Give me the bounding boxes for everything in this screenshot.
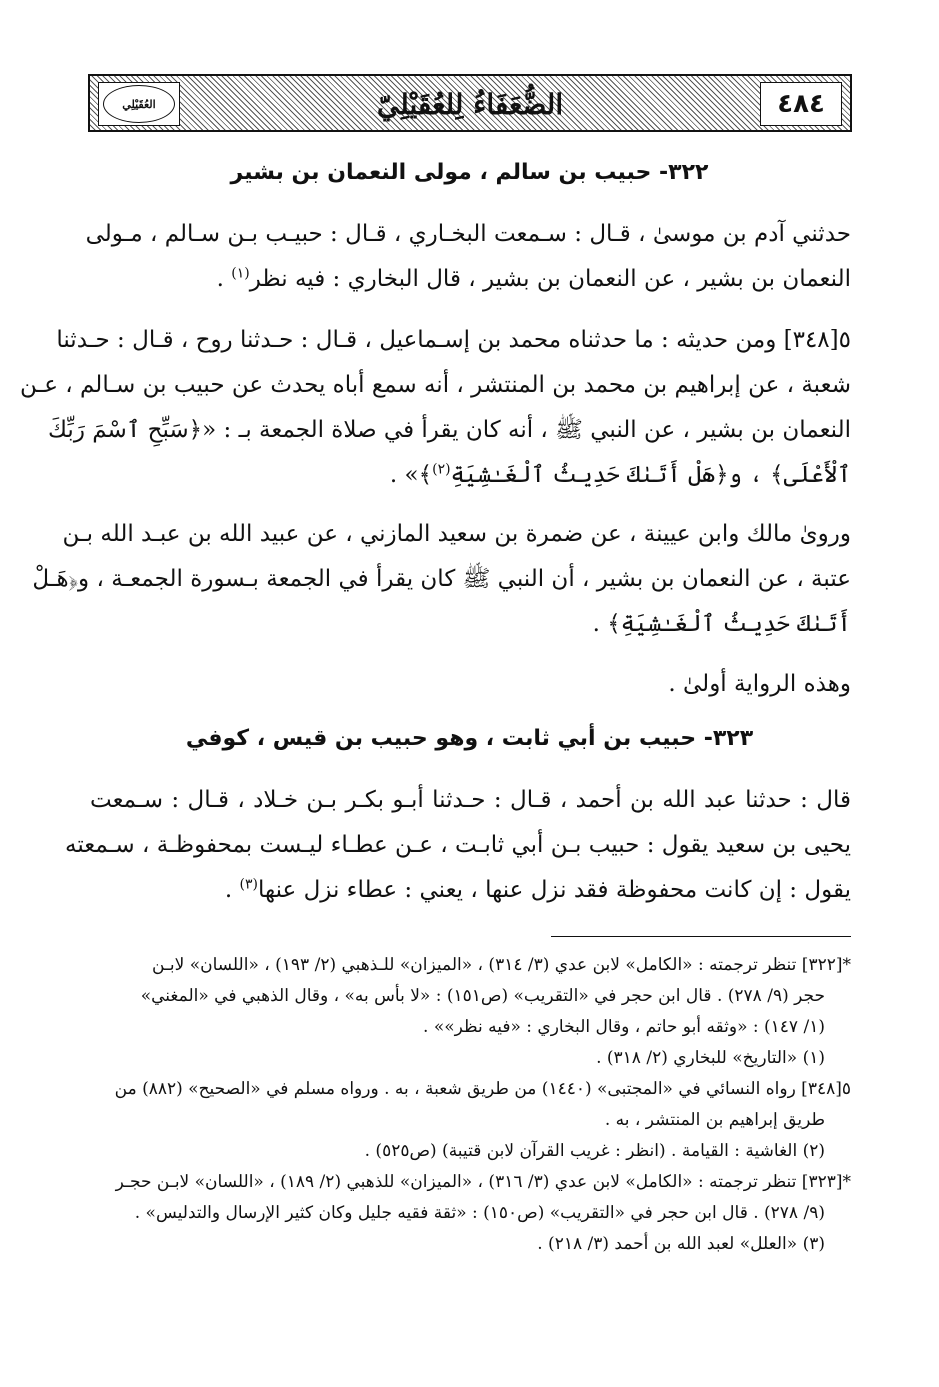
entry-title-323: ٣٢٣- حبيب بن أبي ثابت ، وهو حبيب بن قيس ، كوفي	[185, 726, 754, 751]
text-line: وروىٰ مالك وابن عيينة ، عن ضمرة بن سعيد المازني ، عن عبيد الله بن عبـد الله بـن	[62, 521, 851, 547]
footnote-line: *[٣٢٣] تنظر ترجمته : «الكامل» لابن عدي (٣/ ٣١٦) ، «الميزان» للذهبي (٢/ ١٨٩) ، «اللسان» لابـن حجـر	[115, 1172, 851, 1192]
footnote-2	[90, 1136, 851, 1167]
book-title: الضُّعَفَاءُ لِلعُقَيْلِيّ	[376, 87, 564, 121]
text-line: النعمان بن بشير ، عن النبي ﷺ ، أنه كان يقرأ في صلاة الجمعة بـ : «﴿سَبِّحِ ٱسْمَ رَبِّكَ	[48, 417, 851, 443]
footnote-323	[90, 1167, 851, 1229]
footnote-line: *[٣٢٢] تنظر ترجمته : «الكامل» لابن عدي (٣/ ٣١٤) ، «الميزان» للـذهبي (٢/ ١٩٣) ، «اللسان» لابـن	[151, 955, 851, 975]
text-line: النعمان بن بشير ، عن النعمان بن بشير ، قال البخاري : فيه نظر$^{(١)}$ .	[216, 265, 851, 292]
footnote-divider	[551, 936, 851, 937]
text-line: يقول : إن كانت محفوظة فقد نزل عنها ، يعني : عطاء نزل عنها$^{(٣)}$ .	[224, 876, 851, 903]
text-line: أَتَىٰكَ حَدِيثُ ٱلْغَـٰشِيَةِ﴾ .	[592, 611, 851, 637]
text-line: وهذه الرواية أولىٰ .	[668, 671, 851, 697]
footnote-348	[90, 1074, 851, 1136]
conclusion-text	[90, 662, 851, 707]
footnote-line: (٣) «العلل» لعبد الله بن أحمد (٣/ ٢١٨) .	[537, 1234, 825, 1254]
entry-322-text	[85, 212, 851, 302]
page-header-frame	[88, 74, 852, 132]
seal-logo: العُقَيْلِي	[103, 85, 175, 123]
text-line: عتبة ، عن النعمان بن بشير ، أن النبي ﷺ كان يقرأ في الجمعة بـسورة الجمعـة ، و﴿هَـلْ	[32, 566, 851, 592]
entry-323-text	[65, 778, 851, 913]
footnote-322	[90, 950, 851, 1043]
footnote-line: ٥[٣٤٨] رواه النسائي في «المجتبى» (١٤٤٠) من طريق شعبة ، به . ورواه مسلم في «الصحيح» (٨٨٢) من	[114, 1079, 851, 1099]
text-line	[90, 453, 851, 498]
footnote-line: حجر (٩/ ٢٧٨) . قال ابن حجر في «التقريب» (ص١٥١) : «لا بأس به» ، وقال الذهبي في «المغني»	[140, 986, 825, 1006]
page-number-box	[760, 82, 842, 126]
entry-title-322: ٣٢٢- حبيب بن سالم ، مولى النعمان بن بشير	[230, 160, 709, 185]
footnote-3	[90, 1229, 851, 1260]
footnote-line: طريق إبراهيم بن المنتشر ، به .	[604, 1110, 825, 1130]
footnote-line: (١/ ١٤٧) : «وثقه أبو حاتم ، وقال البخاري : «فيه نظر»» .	[423, 1017, 825, 1037]
footnotes	[90, 950, 851, 1260]
seal-box	[98, 82, 180, 126]
text-line: ٥[٣٤٨] ومن حديثه : ما حدثناه محمد بن إسـماعيل ، قـال : حـدثنا روح ، قـال : حـدثنا	[56, 327, 851, 353]
text-line-content: ٱلْأَعْلَى﴾ ، و﴿هَلْ أَتَىٰكَ حَدِيثُ ٱلْغَـٰشِيَةِ	[450, 462, 851, 488]
text-line-tail: ﴾» .	[389, 462, 433, 488]
text-line: حدثني آدم بن موسىٰ ، قـال : سـمعت البخـاري ، قـال : حبيـب بـن سـالم ، مـولى	[85, 221, 851, 247]
footnote-marker: (٣)	[239, 876, 258, 893]
footnote-line: (١) «التاريخ» للبخاري (٢/ ٣١٨) .	[596, 1048, 825, 1068]
text-line: يحيى بن سعيد يقول : حبيب بـن أبي ثابـت ، عـن عطـاء ليـست بمحفوظـة ، سـمعته	[65, 832, 851, 858]
footnote-marker: (٢)	[432, 461, 451, 478]
riwaya-text	[32, 512, 851, 647]
page-number: ٤٨٤	[777, 89, 825, 119]
footnote-line: (٢) الغاشية : القيامة . (انظر : غريب القرآن لابن قتيبة) (ص٥٢٥) .	[364, 1141, 825, 1161]
footnote-line: (٩/ ٢٧٨) . قال ابن حجر في «التقريب» (ص١٥٠) : «ثقة فقيه جليل وكان كثير الإرسال والتدليس» .	[134, 1203, 825, 1223]
hadith-348-text	[19, 318, 851, 498]
text-line-content: يقول : إن كانت محفوظة فقد نزل عنها ، يعني : عطاء نزل عنها	[257, 877, 851, 903]
footnote-1	[90, 1043, 851, 1074]
text-line: شعبة ، عن إبراهيم بن محمد بن المنتشر ، أنه سمع أباه يحدث عن حبيب بن سـالم ، عـن	[19, 372, 851, 398]
footnote-marker: (١)	[231, 265, 250, 282]
text-line: قال : حدثنا عبد الله بن أحمد ، قـال : حـدثنا أبـو بكـر بـن خـلاد ، قـال : سـمعت	[90, 787, 851, 813]
text-line-content: النعمان بن بشير ، عن النعمان بن بشير ، قال البخاري : فيه نظر	[249, 266, 851, 292]
